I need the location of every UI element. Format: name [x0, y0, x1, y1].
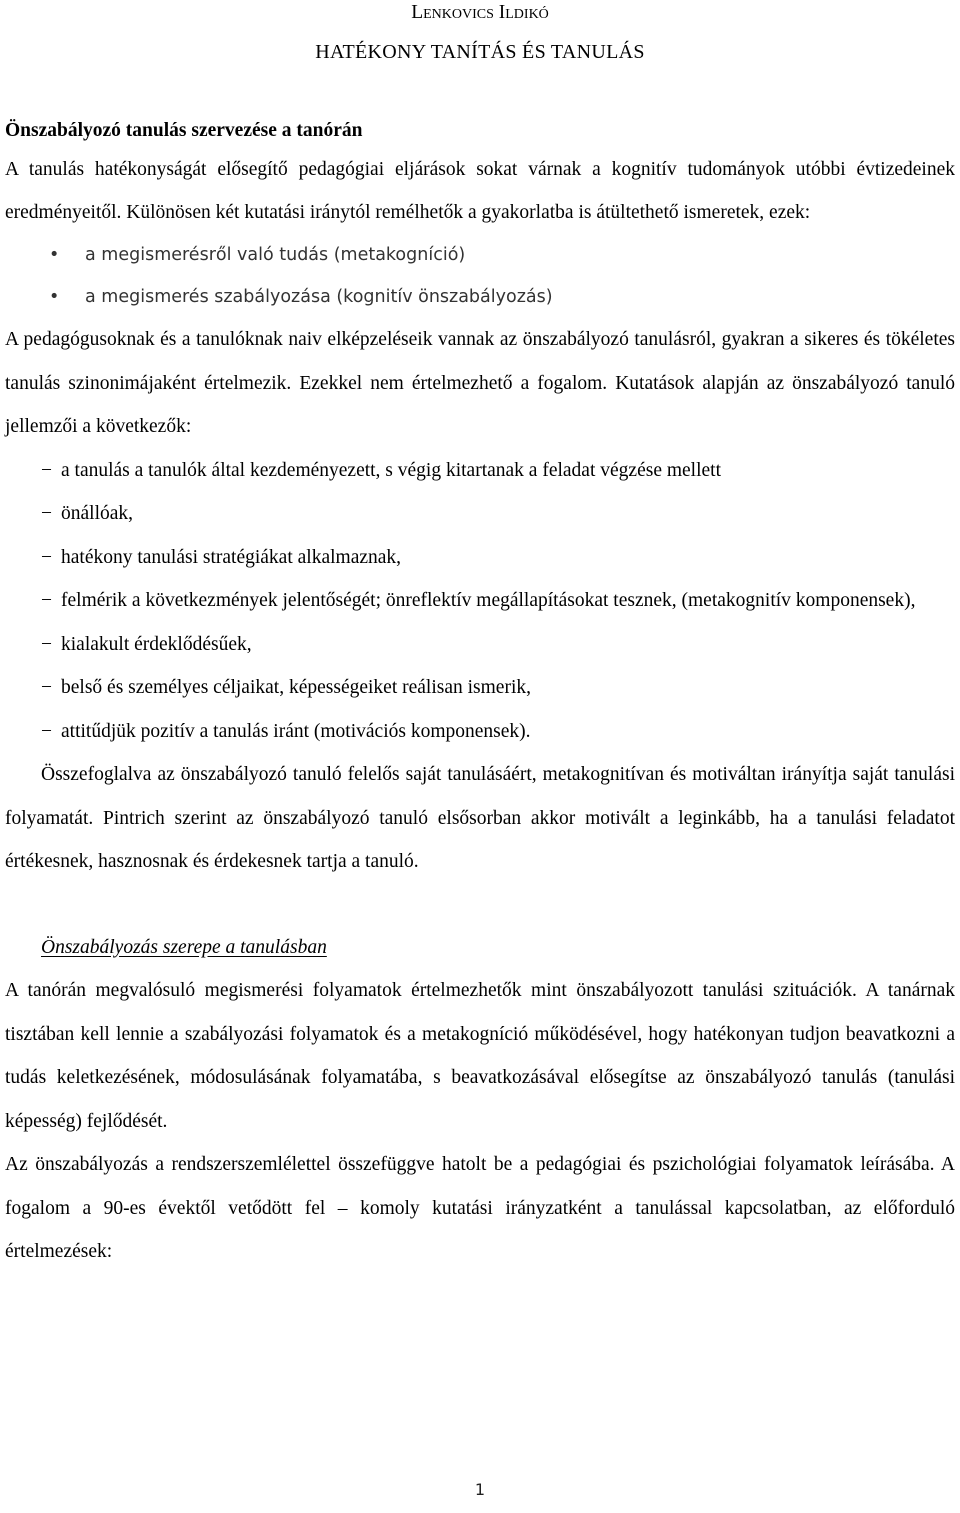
dash-marker: − — [41, 720, 52, 742]
dash-text: a tanulás a tanulók által kezdeményezett, s végig kitartanak a feladat végzése mellett — [61, 459, 721, 481]
author-name: Lenkovics Ildikó — [411, 2, 549, 23]
bullet-dot-icon: • — [49, 287, 60, 307]
dash-list — [5, 449, 955, 754]
dash-marker: − — [41, 503, 52, 524]
document-page — [5, 0, 955, 1274]
dash-marker: − — [41, 633, 52, 655]
dash-text: hatékony tanulási stratégiákat alkalmaznak, — [61, 546, 402, 568]
bullet-dot-icon: • — [49, 245, 60, 265]
intro-paragraph: A tanulás hatékonyságát elősegítő pedagógiai eljárások sokat várnak a kognitív tudományok utóbbi évtizedeinek eredményeitől. Különösen két kutatási iránytól remélhetők a gyakorlatba is átültethető ismeretek, ezek: — [5, 159, 955, 223]
bullet-list — [5, 234, 955, 318]
dash-text: felmérik a következmények jelentőségét; önreflektív megállapításokat tesznek, (metakognitív komponensek), — [61, 590, 916, 611]
dash-marker: − — [41, 459, 52, 481]
dash-item — [5, 492, 955, 536]
bullet-item — [5, 276, 955, 318]
dash-item — [5, 666, 955, 710]
page-number: 1 — [474, 1480, 486, 1499]
bullet-text: a megismerésről való tudás (metakogníció) — [85, 245, 466, 265]
bullet-item — [5, 234, 955, 276]
paragraph-systems-view: Az önszabályozás a rendszerszemlélettel összefüggve hatolt be a pedagógiai és pszichológiai folyamatok leírásába. A fogalom a 90-es évektől vetődött fel – komoly kutatási irányzatként a tanulással kapcsolatban, az előforduló értelmezések: — [5, 1154, 955, 1262]
paragraph-naive-conceptions: A pedagógusoknak és a tanulóknak naiv elképzeléseik vannak az önszabályozó tanulásról, gyakran a sikeres és tökéletes tanulás szinonimájaként értelmezik. Ezekkel nem értelmezhető a fogalom. Kutatások alapján az önszabályozó tanuló jellemzői a következők: — [5, 329, 955, 437]
dash-marker: − — [41, 546, 52, 568]
dash-text: attitűdjük pozitív a tanulás iránt (motivációs komponensek). — [61, 720, 531, 742]
dash-marker: − — [41, 590, 52, 611]
dash-item — [5, 449, 955, 493]
document-title: HATÉKONY TANÍTÁS ÉS TANULÁS — [315, 41, 645, 63]
bullet-text: a megismerés szabályozása (kognitív önszabályozás) — [85, 287, 553, 307]
dash-text: belső és személyes céljaikat, képességeiket reálisan ismerik, — [61, 677, 531, 698]
section-heading-1: Önszabályozó tanulás szervezése a tanórán — [5, 120, 363, 141]
summary-paragraph: Összefoglalva az önszabályozó tanuló felelős saját tanulásáért, metakognitívan és motiváltan irányítja saját tanulási folyamatát. Pintrich szerint az önszabályozó tanuló elsősorban akkor motivált a leginkább, ha a tanulási feladatot értékesnek, hasznosnak és érdekesnek tartja a tanuló. — [5, 764, 955, 872]
dash-text: önállóak, — [61, 503, 134, 524]
dash-item — [5, 710, 955, 754]
dash-item — [5, 623, 955, 667]
dash-marker: − — [41, 677, 52, 698]
dash-text: kialakult érdeklődésűek, — [61, 633, 252, 655]
section-heading-2: Önszabályozás szerepe a tanulásban — [41, 936, 327, 958]
dash-item — [5, 536, 955, 580]
dash-item — [5, 579, 955, 623]
paragraph-classroom-cognition: A tanórán megvalósuló megismerési folyamatok értelmezhetők mint önszabályozott tanulási szituációk. A tanárnak tisztában kell lennie a szabályozási folyamatok és a metakogníció működésével, hogy hatékonyan tudjon beavatkozni a tudás keletkezésének, módosulásának folyamatába, s beavatkozásával elősegítse az önszabályozó tanulás (tanulási képesség) fejlődését. — [5, 980, 955, 1132]
